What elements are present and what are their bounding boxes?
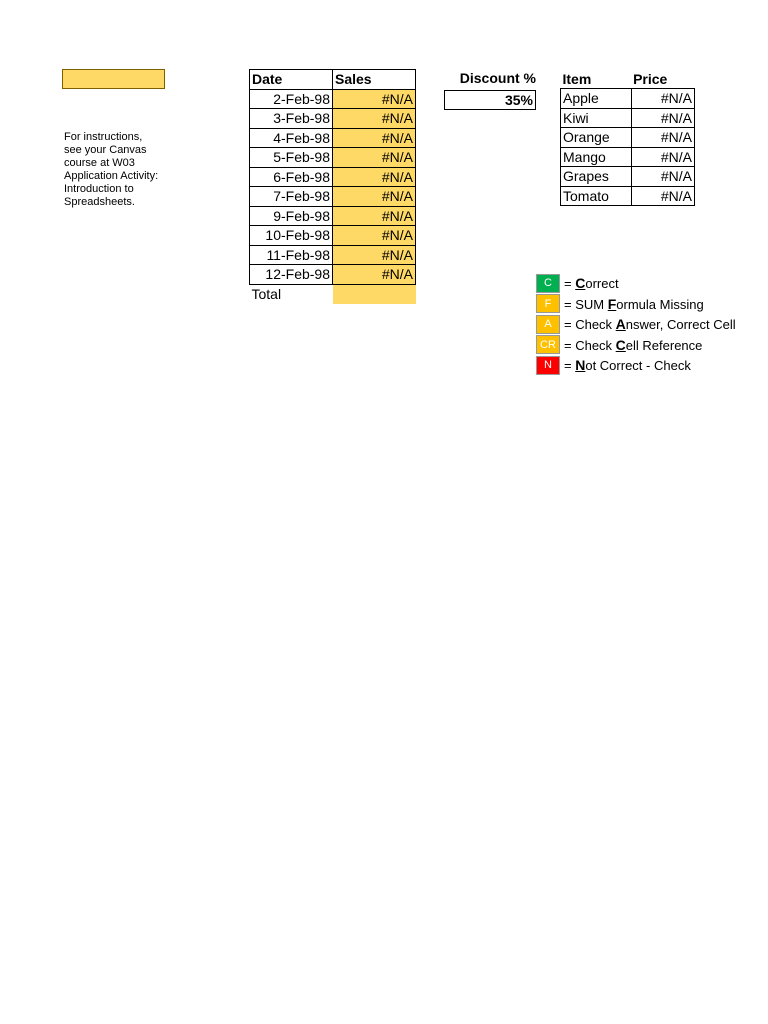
price-table bbox=[560, 69, 695, 206]
item-cell[interactable]: Apple bbox=[561, 89, 632, 109]
instructions-text: For instructions, see your Canvas course at W03 Application Activity: Introduction to Spreadsheets. bbox=[64, 131, 159, 208]
sales-row bbox=[250, 206, 416, 226]
legend-row bbox=[536, 273, 695, 294]
sales-cell[interactable]: #N/A bbox=[333, 128, 416, 148]
price-row bbox=[561, 108, 695, 128]
price-cell[interactable]: #N/A bbox=[631, 128, 694, 148]
legend-text[interactable]: = Not Correct - Check bbox=[564, 357, 691, 374]
legend-text[interactable]: = SUM Formula Missing bbox=[564, 295, 704, 312]
sales-row bbox=[250, 89, 416, 109]
sales-cell[interactable]: #N/A bbox=[333, 148, 416, 168]
date-cell[interactable]: 9-Feb-98 bbox=[250, 206, 333, 226]
item-cell[interactable]: Tomato bbox=[561, 186, 632, 206]
sales-cell[interactable]: #N/A bbox=[333, 187, 416, 207]
sales-row bbox=[250, 109, 416, 129]
legend-swatch[interactable]: C bbox=[536, 274, 560, 293]
sales-table bbox=[249, 69, 416, 304]
name-box-cell[interactable] bbox=[62, 69, 165, 89]
price-row bbox=[561, 167, 695, 187]
legend-swatch[interactable]: A bbox=[536, 315, 560, 334]
date-cell[interactable]: 5-Feb-98 bbox=[250, 148, 333, 168]
sales-cell[interactable]: #N/A bbox=[333, 226, 416, 246]
item-cell[interactable]: Orange bbox=[561, 128, 632, 148]
date-cell[interactable]: 6-Feb-98 bbox=[250, 167, 333, 187]
date-cell[interactable]: 4-Feb-98 bbox=[250, 128, 333, 148]
date-cell[interactable]: 11-Feb-98 bbox=[250, 245, 333, 265]
sales-row bbox=[250, 187, 416, 207]
price-cell[interactable]: #N/A bbox=[631, 147, 694, 167]
price-row bbox=[561, 186, 695, 206]
legend-row bbox=[536, 314, 736, 335]
legend-row bbox=[536, 335, 703, 356]
item-cell[interactable]: Kiwi bbox=[561, 108, 632, 128]
grading-legend bbox=[536, 273, 736, 376]
sales-cell[interactable]: #N/A bbox=[333, 245, 416, 265]
price-row bbox=[561, 128, 695, 148]
price-cell[interactable]: #N/A bbox=[631, 108, 694, 128]
sales-row bbox=[250, 148, 416, 168]
legend-text[interactable]: = Check Cell Reference bbox=[564, 336, 703, 353]
price-cell[interactable]: #N/A bbox=[631, 186, 694, 206]
discount-value-cell[interactable]: 35% bbox=[444, 90, 536, 110]
item-cell[interactable]: Mango bbox=[561, 147, 632, 167]
legend-swatch[interactable]: N bbox=[536, 356, 560, 375]
price-cell[interactable]: #N/A bbox=[631, 89, 694, 109]
date-cell[interactable]: 7-Feb-98 bbox=[250, 187, 333, 207]
sales-cell[interactable]: #N/A bbox=[333, 265, 416, 285]
sales-cell[interactable]: #N/A bbox=[333, 89, 416, 109]
legend-row bbox=[536, 355, 695, 376]
item-cell[interactable]: Grapes bbox=[561, 167, 632, 187]
legend-row bbox=[536, 294, 704, 315]
date-cell[interactable]: 12-Feb-98 bbox=[250, 265, 333, 285]
date-cell[interactable]: 10-Feb-98 bbox=[250, 226, 333, 246]
header-item[interactable]: Item bbox=[562, 70, 592, 87]
header-sales[interactable]: Sales bbox=[333, 70, 416, 90]
total-cell[interactable] bbox=[333, 284, 416, 304]
sales-row bbox=[250, 265, 416, 285]
price-cell[interactable]: #N/A bbox=[631, 167, 694, 187]
sales-cell[interactable]: #N/A bbox=[333, 109, 416, 129]
legend-swatch[interactable]: CR bbox=[536, 335, 560, 354]
legend-text[interactable]: = Correct bbox=[564, 275, 619, 292]
sales-row bbox=[250, 128, 416, 148]
total-label[interactable]: Total bbox=[251, 286, 282, 302]
sales-cell[interactable]: #N/A bbox=[333, 206, 416, 226]
legend-swatch[interactable]: F bbox=[536, 294, 560, 313]
sales-row bbox=[250, 245, 416, 265]
sales-row bbox=[250, 226, 416, 246]
discount-header[interactable]: Discount % bbox=[459, 70, 536, 86]
price-row bbox=[561, 89, 695, 109]
date-cell[interactable]: 3-Feb-98 bbox=[250, 109, 333, 129]
price-row bbox=[561, 147, 695, 167]
sales-row bbox=[250, 167, 416, 187]
header-date[interactable]: Date bbox=[250, 70, 333, 90]
total-row bbox=[250, 284, 416, 304]
header-price[interactable]: Price bbox=[633, 70, 668, 87]
date-cell[interactable]: 2-Feb-98 bbox=[250, 89, 333, 109]
legend-text[interactable]: = Check Answer, Correct Cell bbox=[564, 316, 736, 333]
sales-cell[interactable]: #N/A bbox=[333, 167, 416, 187]
